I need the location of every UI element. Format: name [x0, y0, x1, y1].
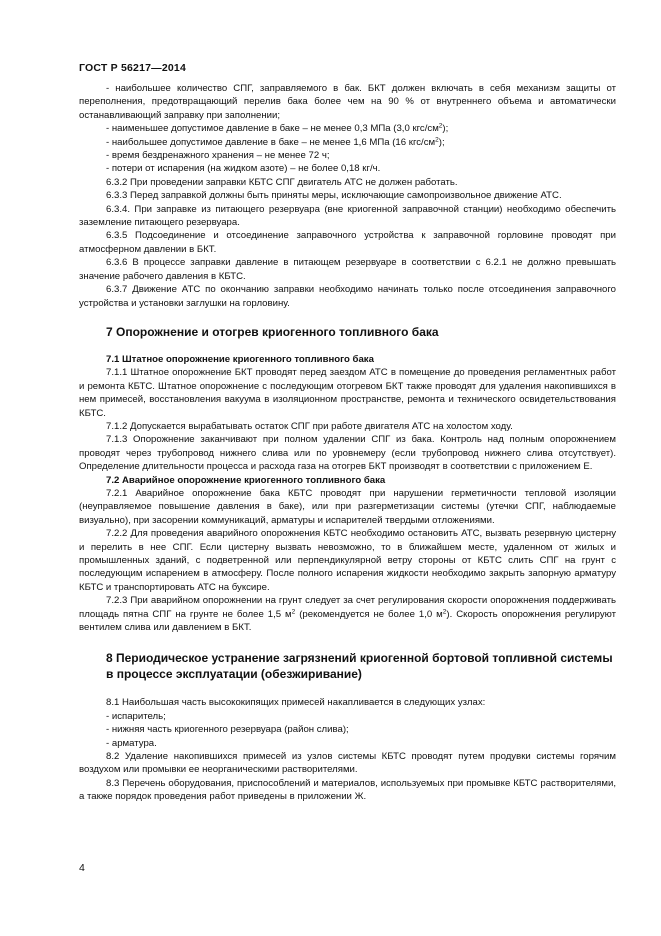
clause-7-1-1: 7.1.1 Штатное опорожнение БКТ проводят перед заездом АТС в помещение до проведения регламентных работ и ремонта КБТС. Штатное опорожнение с последующим отогревом БКТ также проводят для удаления накопившихся в нем примесей, восстановления вакуума в изоляционном пространстве, ремонта и технического освидетельствования КБТС.	[79, 367, 616, 419]
pressure-max-sup: 2	[435, 136, 439, 144]
clause-7-2-3-sup1: 2	[291, 608, 296, 616]
clause-8-3: 8.3 Перечень оборудования, приспособлений и материалов, используемых при промывке КБТС растворителями, а также порядок проведения работ приведены в приложении Ж.	[79, 777, 616, 803]
clause-7-2-3-part2: (рекомендуется не более 1,0 м	[295, 608, 443, 620]
subsection-7-2-title: 7.2 Аварийное опорожнение криогенного топливного бака	[106, 474, 386, 486]
list-item-pressure-max	[79, 136, 616, 149]
clause-6-3-3: 6.3.3 Перед заправкой должны быть приняты меры, исключающие самопроизвольное движение АТС.	[106, 190, 562, 202]
pressure-max-text: - наибольшее допустимое давление в баке – не менее 1,6 МПа (16 кгс/см	[106, 136, 436, 148]
section-8-title: 8 Периодическое устранение загрязнений криогенной бортовой топливной системы в процессе эксплуатации (обезжиривание)	[106, 651, 613, 682]
clause-6-3-2: 6.3.2 При проведении заправки КБТС СПГ двигатель АТС не должен работать.	[106, 176, 458, 188]
list-item-evaporation: - потери от испарения (на жидком азоте) – не более 0,18 кг/ч.	[106, 163, 381, 175]
clause-7-1-3: 7.1.3 Опорожнение заканчивают при полном удалении СПГ из бака. Контроль над полным опорожнением проводят через трубопровод нижнего слива или по уровнемеру (если трубопровод нижнего слива отсутствует). Определение длительности процесса и расхода газа на отогрев БКТ производят в соответствии с приложением Е.	[79, 434, 616, 473]
list-item-storage-time: - время бездренажного хранения – не менее 72 ч;	[106, 150, 330, 162]
pressure-max-tail: );	[438, 136, 445, 148]
clause-8-2: 8.2 Удаление накопившихся примесей из узлов системы КБТС проводят путем продувки системы горячим воздухом или промывки ее неорганическими растворителями.	[79, 751, 616, 776]
clause-8-1: 8.1 Наибольшая часть высококипящих примесей накапливается в следующих узлах:	[106, 697, 486, 709]
subsection-7-1-title: 7.1 Штатное опорожнение криогенного топливного бака	[106, 353, 374, 365]
clause-7-2-1: 7.2.1 Аварийное опорожнение бака КБТС проводят при нарушении герметичности тепловой изоляции (неуправляемое повышение давления в баке), или при разгерметизации системы (утечки СПГ, наблюдаемые визуально), при засорении коммуникаций, арматуры и испарителей твердыми отложениями.	[79, 487, 616, 526]
clause-7-2-3-sup2: 2	[442, 608, 447, 616]
document-body	[79, 82, 616, 804]
standard-header: ГОСТ Р 56217—2014	[79, 62, 187, 74]
clause-7-2-3-part1: 7.2.3 При аварийном опорожнении на грунт следует за счет регулирования скорости опорожнения поддерживать площадь пятна СПГ на грунте не более 1,5 м	[79, 595, 616, 620]
clause-7-1-2: 7.1.2 Допускается вырабатывать остаток СПГ при работе двигателя АТС на холостом ходу.	[106, 420, 513, 432]
list-item-fittings: - арматура.	[106, 737, 157, 749]
pressure-min-sup: 2	[438, 122, 443, 130]
clause-7-2-3-part3: ). Скорость опорожнения регулируют вентилем слива или давлением в БКТ.	[79, 608, 616, 634]
page-number: 4	[79, 862, 85, 874]
pressure-min-text: - наименьшее допустимое давление в баке – не менее 0,3 МПа (3,0 кгс/см	[106, 123, 439, 135]
clause-6-3-5: 6.3.5 Подсоединение и отсоединение заправочного устройства к заправочной горловине проводят при атмосферном давлении в БКТ.	[79, 230, 616, 255]
clause-6-3-4: 6.3.4. При заправке из питающего резервуара (вне криогенной заправочной станции) необходимо обеспечить заземление питающего резервуара.	[79, 203, 616, 229]
list-item-evaporator: - испаритель;	[106, 710, 166, 722]
paragraph-intro: - наибольшее количество СПГ, заправляемого в бак. БКТ должен включать в себя механизм защиты от переполнения, предотвращающий перелив бака более чем на 90 % от внутреннего объема и автоматически останавливающий заправку при заполнении;	[79, 83, 616, 121]
list-item-pressure-min	[79, 122, 616, 135]
clause-7-2-3	[79, 594, 616, 634]
pressure-min-tail: );	[442, 123, 449, 135]
section-7-title: 7 Опорожнение и отогрев криогенного топливного бака	[106, 324, 439, 339]
clause-6-3-7: 6.3.7 Движение АТС по окончанию заправки необходимо начинать только после отсоединения заправочного устройства и установки заглушки на горловину.	[79, 284, 616, 309]
clause-7-2-2: 7.2.2 Для проведения аварийного опорожнения КБТС необходимо остановить АТС, вызвать резервную цистерну и перелить в нее СПГ. Если цистерну вызвать невозможно, то в ближайшем месте, удаленном от жилых и промышленных зданий, с подветренной или перпендикулярной ветру стороны от КБТС слить СПГ на грунт с последующим испарением в атмосферу. После полного испарения жидкости необходимо закрыть запорную арматуру КБТС и транспортировать АТС на буксире.	[79, 528, 616, 593]
clause-6-3-6: 6.3.6 В процессе заправки давление в питающем резервуаре в соответствии с 6.2.1 не должно превышать значение рабочего давления в КБТС.	[79, 257, 616, 282]
list-item-tank-bottom: - нижняя часть криогенного резервуара (район слива);	[106, 724, 349, 736]
